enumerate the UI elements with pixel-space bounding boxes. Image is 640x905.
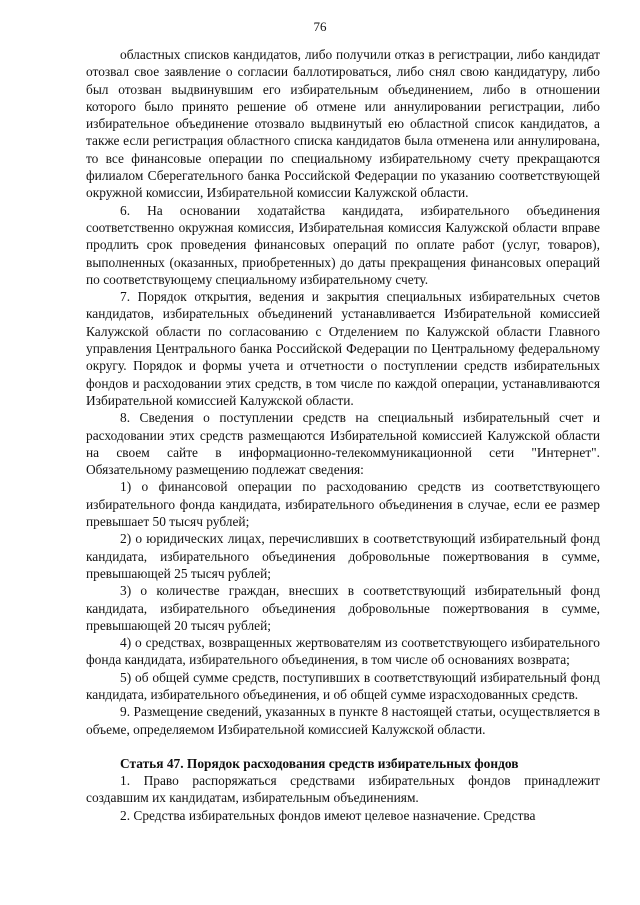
paragraph-8: 8. Сведения о поступлении средств на специальный избирательный счет и расходовании этих средств размещаются Избирательной комиссией Калужской области на своем сайте в информационно-телекоммуникационной сети "Интернет". Обязательному размещению подлежат сведения: <box>86 410 600 478</box>
disclosure-list <box>86 478 600 703</box>
paragraph-7: 7. Порядок открытия, ведения и закрытия специальных избирательных счетов кандидатов, избирательных объединений устанавливается Избирательной комиссией Калужской области по согласованию с Отделением по Калужской области Главного управления Центрального банка Российской Федерации по Центральному федеральному округу. Порядок и формы учета и отчетности о поступлении средств избирательных фондов и расходовании этих средств, в том числе по каждой операции, устанавливаются Избирательной комиссией Калужской области. <box>86 289 600 408</box>
article-47-title: Статья 47. Порядок расходования средств избирательных фондов <box>120 755 519 771</box>
page-number: 76 <box>313 19 327 34</box>
list-item-5: 5) об общей сумме средств, поступивших в соответствующий избирательный фонд кандидата, избирательного объединения, и об общей сумме израсходованных средств. <box>86 669 600 702</box>
article-47-paragraph-2: 2. Средства избирательных фондов имеют целевое назначение. Средства <box>120 807 536 823</box>
list-item-2: 2) о юридических лицах, перечисливших в соответствующий избирательный фонд кандидата, избирательного объединения добровольные пожертвования в сумме, превышающей 25 тысяч рублей; <box>86 531 600 581</box>
list-item-3: 3) о количестве граждан, внесших в соответствующий избирательный фонд кандидата, избирательного объединения добровольные пожертвования в сумме, превышающей 20 тысяч рублей; <box>86 583 600 633</box>
list-item-4: 4) о средствах, возвращенных жертвователям из соответствующего избирательного фонда кандидата, избирательного объединения, в том числе об основаниях возврата; <box>86 635 600 668</box>
paragraph-continuation: областных списков кандидатов, либо получили отказ в регистрации, либо кандидат отозвал свое заявление о согласии баллотироваться, либо снял свою кандидатуру, либо был отозван выдвинувшим его избирательным объединением, либо в отношении которого было принято решение об отмене или аннулировании регистрации, либо избирательное объединение отозвало выдвинутый ею областной список кандидатов, а также если регистрация областного списка кандидатов была отменена или аннулирована, то все финансовые операции по специальному избирательному счету прекращаются филиалом Сберегательного банка Российской Федерации по указанию соответствующей окружной комиссии, Избирательной комиссии Калужской области. <box>86 47 600 201</box>
paragraph-9: 9. Размещение сведений, указанных в пункте 8 настоящей статьи, осуществляется в объеме, определяемом Избирательной комиссией Калужской области. <box>86 704 600 737</box>
article-47-paragraph-1: 1. Право распоряжаться средствами избирательных фондов принадлежит создавшим их кандидатам, избирательным объединениям. <box>86 773 600 806</box>
list-item-1: 1) о финансовой операции по расходованию средств из соответствующего избирательного фонда кандидата, избирательного объединения в случае, если ее размер превышает 50 тысяч рублей; <box>86 479 600 530</box>
document-body <box>86 46 600 824</box>
paragraph-6: 6. На основании ходатайства кандидата, избирательного объединения соответственно окружная комиссия, Избирательная комиссия Калужской области вправе продлить срок проведения финансовых операций по оплате работ (услуг, товаров), выполненных (оказанных, приобретенных) до даты прекращения финансовых операций по соответствующему специальному избирательному счету. <box>86 202 600 287</box>
